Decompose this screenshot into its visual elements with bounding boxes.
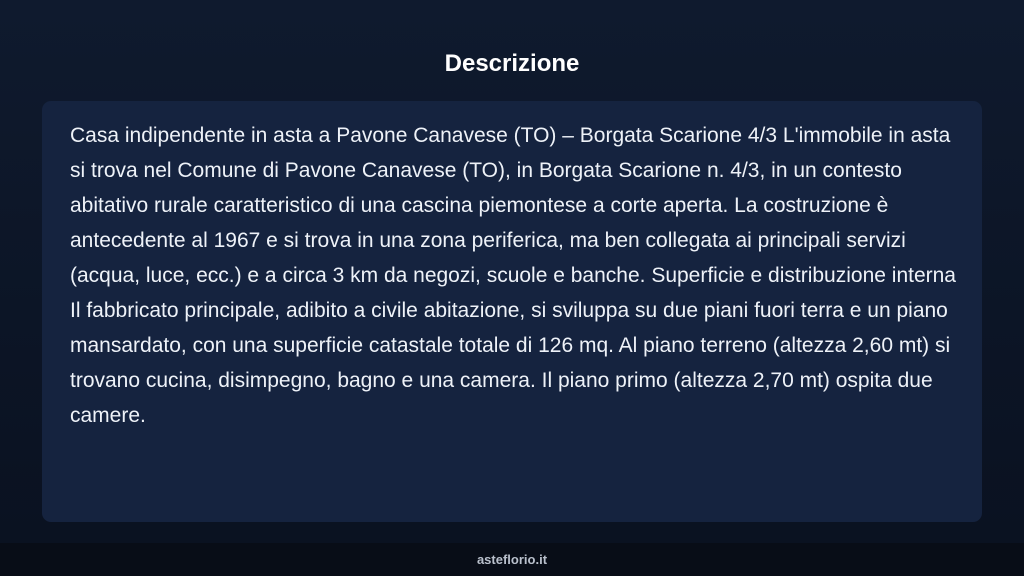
footer xyxy=(0,543,1024,576)
description-card xyxy=(42,101,982,522)
page-title: Descrizione xyxy=(444,50,580,77)
description-text: Casa indipendente in asta a Pavone Canavese (TO) – Borgata Scarione 4/3 L'immobile in asta si trova nel Comune di Pavone Canavese (TO), in Borgata Scarione n. 4/3, in un contesto abitativo rurale caratteristico di una cascina piemontese a corte aperta. La costruzione è antecedente al 1967 e si trova in una zona periferica, ma ben collegata ai principali servizi (acqua, luce, ecc.) e a circa 3 km da negozi, scuole e banche. Superficie e distribuzione interna Il fabbricato principale, adibito a civile abitazione, si sviluppa su due piani fuori terra e un piano mansardato, con una superficie catastale totale di 126 mq. Al piano terreno (altezza 2,60 mt) si trovano cucina, disimpegno, bagno e una camera. Il piano primo (altezza 2,70 mt) ospita due camere. xyxy=(70,124,956,427)
footer-site-name: asteflorio.it xyxy=(476,552,548,567)
